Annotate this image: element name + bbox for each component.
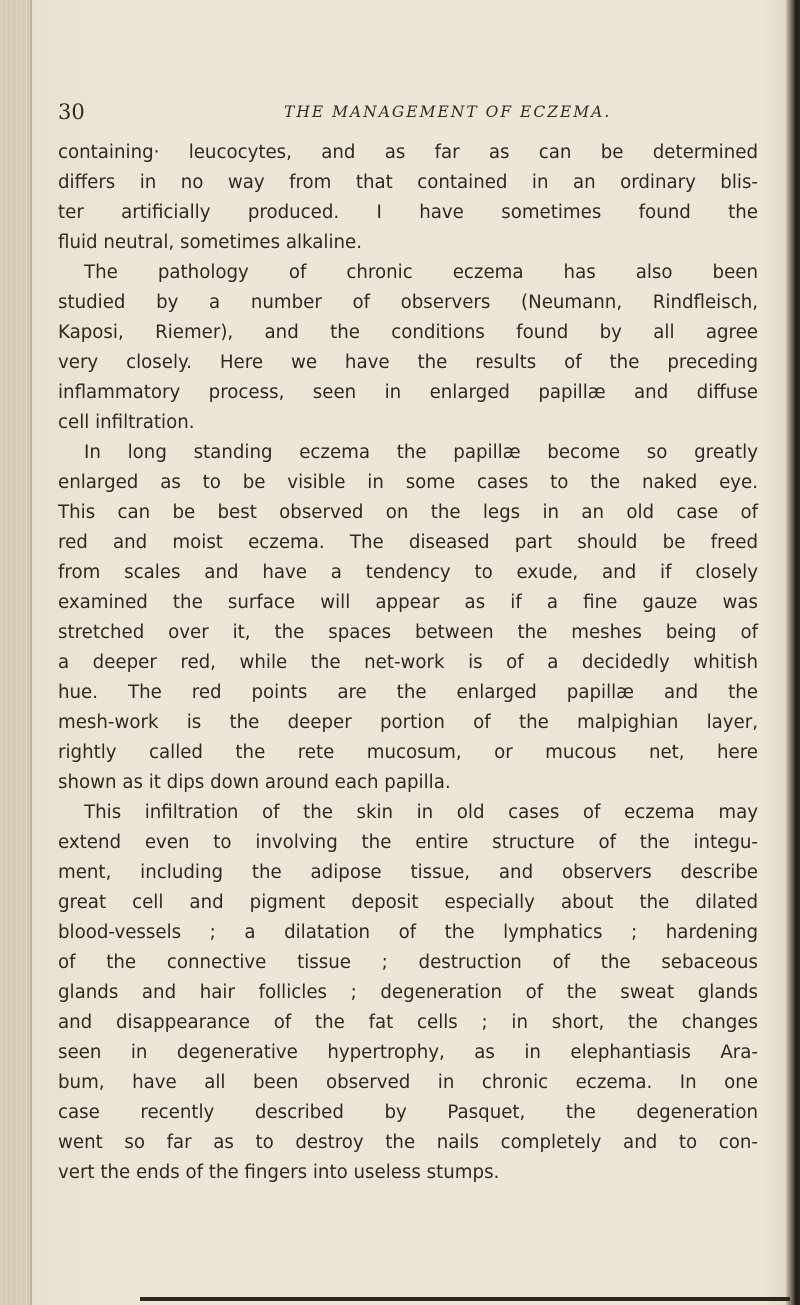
text-line: enlarged as to be visible in some cases to the naked eye.	[58, 472, 758, 493]
page-number: 30	[58, 100, 85, 124]
text-line: hue. The red points are the enlarged papillæ and the	[58, 682, 758, 703]
text-line: cell infiltration.	[58, 412, 195, 433]
text-line: mesh-work is the deeper portion of the malpighian layer,	[58, 712, 758, 733]
text-line: examined the surface will appear as if a fine gauze was	[58, 592, 758, 613]
text-line: and disappearance of the fat cells ; in short, the changes	[58, 1012, 758, 1033]
text-line: studied by a number of observers (Neumann, Rindfleisch,	[58, 292, 758, 313]
text-line: seen in degenerative hypertrophy, as in elephantiasis Ara-	[58, 1042, 758, 1063]
page-gutter	[0, 0, 30, 1305]
text-line: containing· leucocytes, and as far as can be determined	[58, 142, 758, 163]
text-line: vert the ends of the fingers into useless stumps.	[58, 1162, 500, 1183]
text-line: differs in no way from that contained in an ordinary blis-	[58, 172, 758, 193]
text-line: This can be best observed on the legs in an old case of	[58, 502, 758, 523]
text-line: of the connective tissue ; destruction of the sebaceous	[58, 952, 758, 973]
text-line: a deeper red, while the net-work is of a decidedly whitish	[58, 652, 758, 673]
text-line: This infiltration of the skin in old cases of eczema may	[84, 802, 758, 823]
text-line: fluid neutral, sometimes alkaline.	[58, 232, 362, 253]
text-line: In long standing eczema the papillæ become so greatly	[84, 442, 758, 463]
text-line: glands and hair follicles ; degeneration of the sweat glands	[58, 982, 758, 1003]
text-line: bum, have all been observed in chronic eczema. In one	[58, 1072, 758, 1093]
body-text	[58, 138, 758, 1188]
bottom-rule	[140, 1297, 790, 1301]
text-line: went so far as to destroy the nails completely and to con-	[58, 1132, 758, 1153]
text-line: blood-vessels ; a dilatation of the lymphatics ; hardening	[58, 922, 758, 943]
running-title: THE MANAGEMENT OF ECZEMA.	[284, 103, 612, 121]
text-line: very closely. Here we have the results of the preceding	[58, 352, 758, 373]
text-line: rightly called the rete mucosum, or mucous net, here	[58, 742, 758, 763]
text-line: inflammatory process, seen in enlarged papillæ and diffuse	[58, 382, 758, 403]
text-line: red and moist eczema. The diseased part should be freed	[58, 532, 758, 553]
text-line: great cell and pigment deposit especially about the dilated	[58, 892, 758, 913]
text-line: The pathology of chronic eczema has also been	[84, 262, 758, 283]
text-line: ment, including the adipose tissue, and observers describe	[58, 862, 758, 883]
text-line: stretched over it, the spaces between the meshes being of	[58, 622, 758, 643]
text-line: ter artificially produced. I have sometimes found the	[58, 202, 758, 223]
text-line: extend even to involving the entire structure of the integu-	[58, 832, 758, 853]
page-edge	[786, 0, 800, 1305]
text-line: from scales and have a tendency to exude, and if closely	[58, 562, 758, 583]
gutter-line	[30, 0, 32, 1305]
running-head	[58, 100, 758, 130]
text-line: Kaposi, Riemer), and the conditions found by all agree	[58, 322, 758, 343]
text-line: case recently described by Pasquet, the degeneration	[58, 1102, 758, 1123]
text-line: shown as it dips down around each papilla.	[58, 772, 451, 793]
